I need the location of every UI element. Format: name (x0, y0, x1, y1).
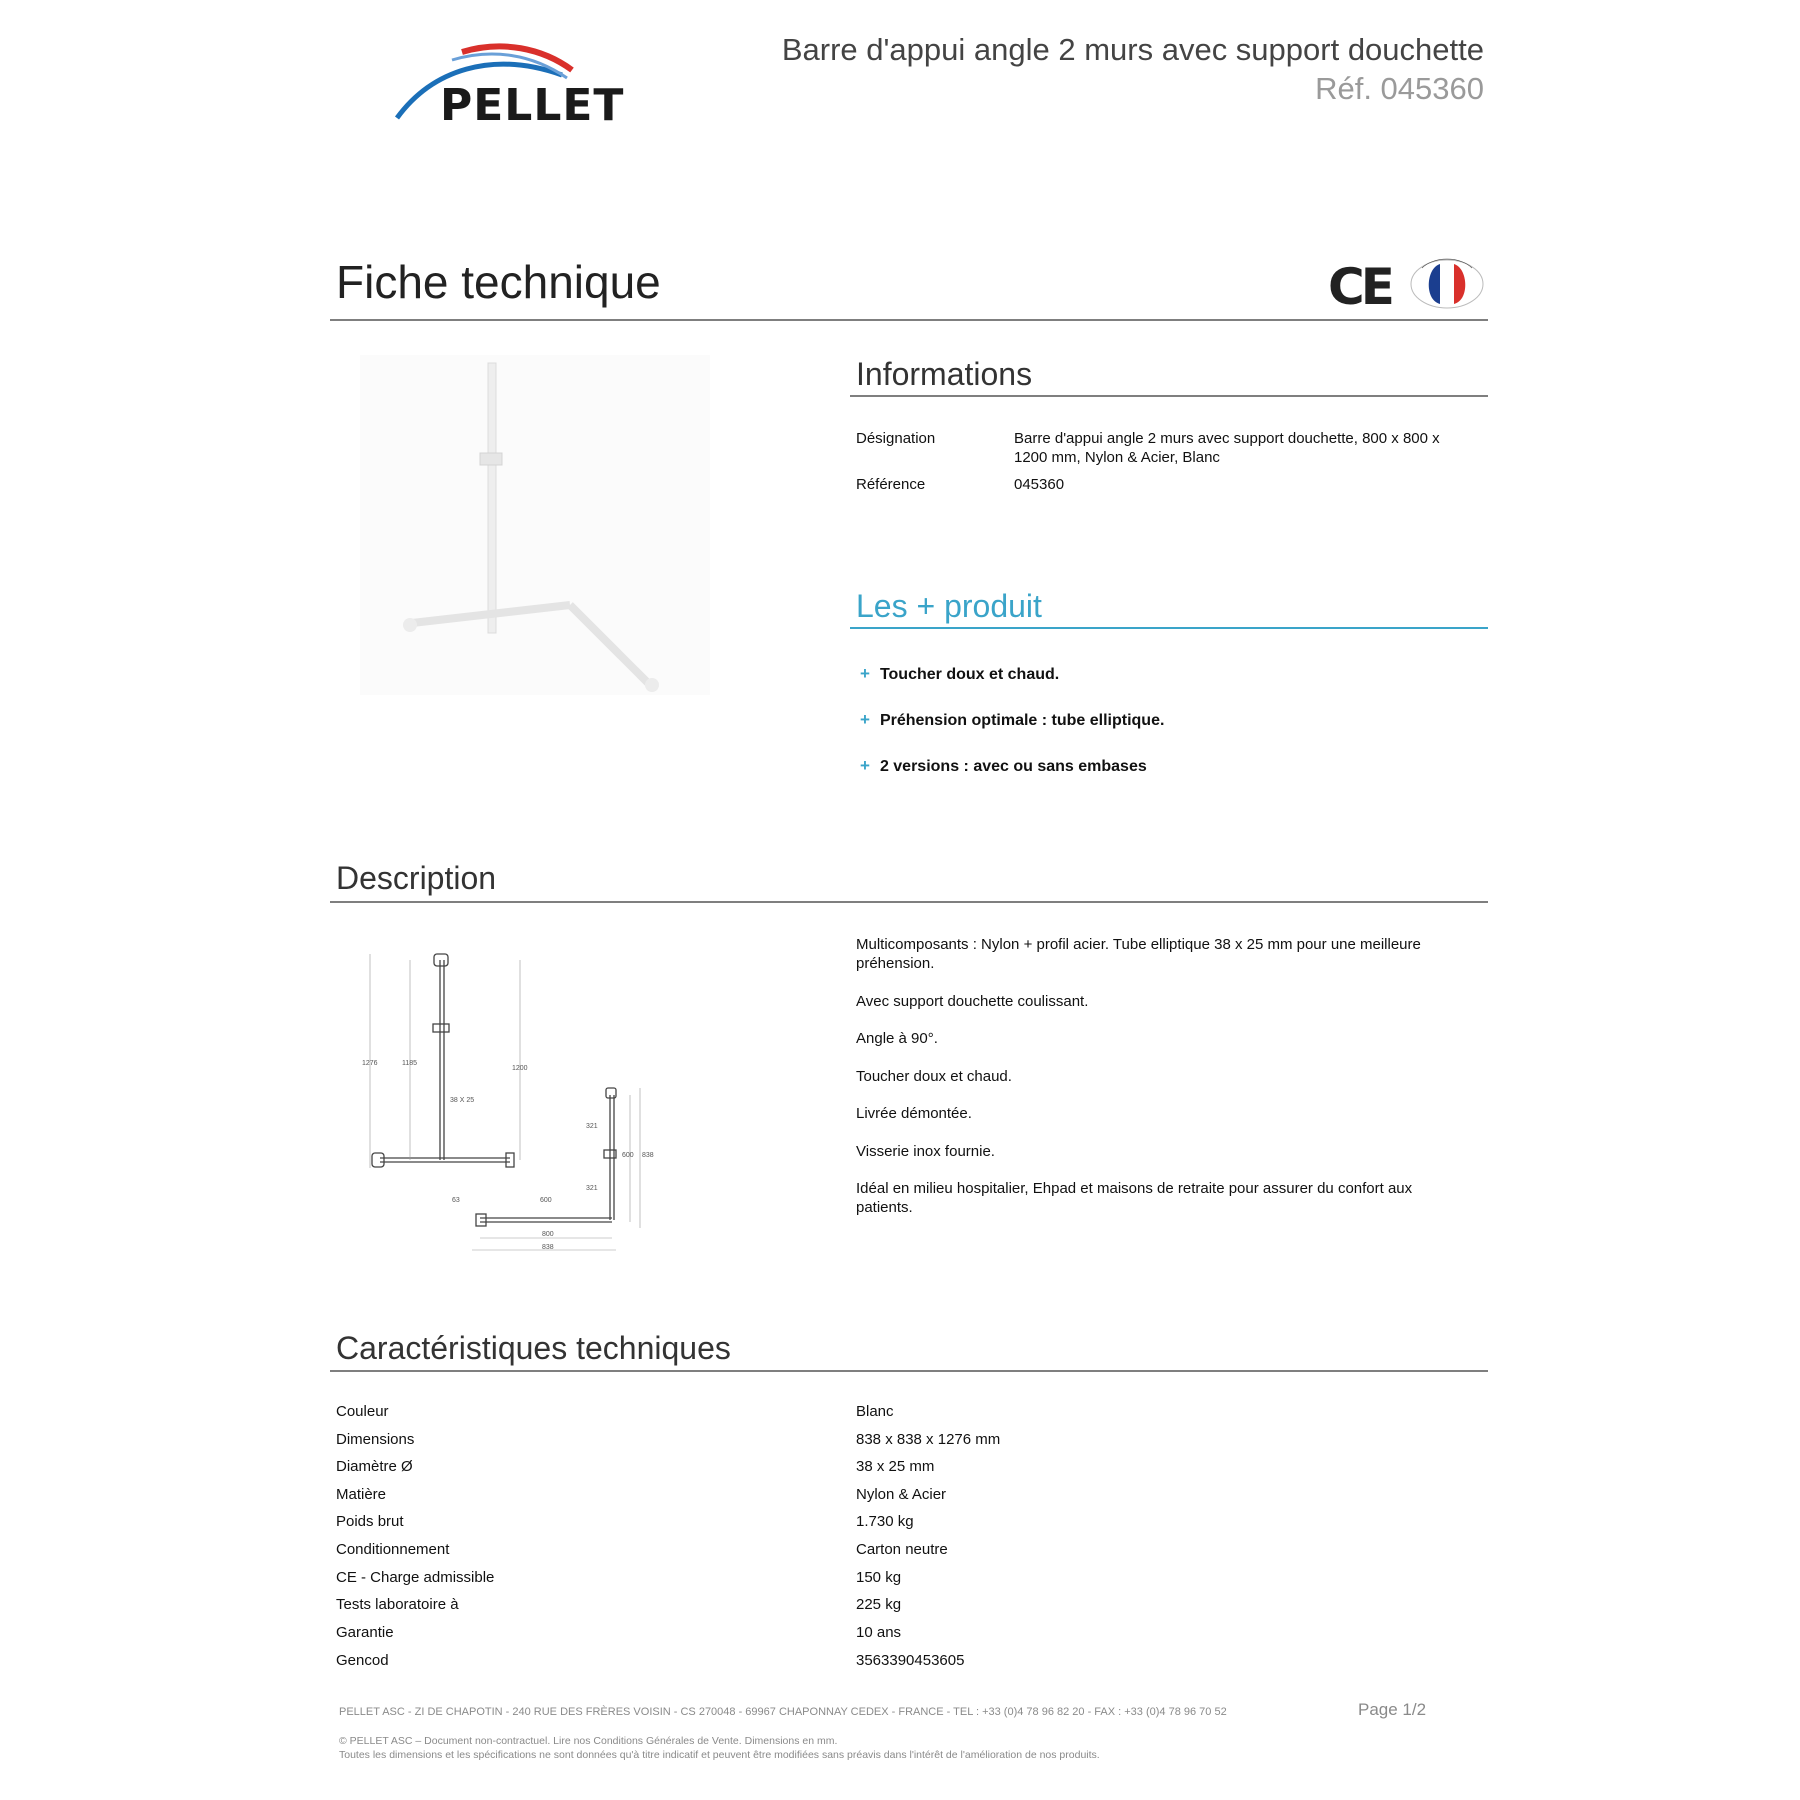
footer-address: PELLET ASC - ZI DE CHAPOTIN - 240 RUE DES FRÈRES VOISIN - CS 270048 - 69967 CHAPONNAY CEDEX - FRANCE - TEL : +33 (0)4 78 96 82 20 - FAX : +33 (0)4 78 96 70 52 (339, 1706, 1227, 1718)
page-title: Fiche technique (336, 256, 661, 308)
spec-row: Dimensions 838 x 838 x 1276 mm (336, 1431, 1001, 1448)
reference-value: 045360 (1014, 476, 1065, 493)
advantage-item: + Préhension optimale : tube elliptique. (860, 710, 1165, 729)
spec-row: Garantie 10 ans (336, 1624, 902, 1641)
description-paragraph: Toucher doux et chaud. (856, 1067, 1012, 1085)
description-divider (330, 901, 1488, 903)
dim-800: 800 (542, 1231, 554, 1238)
fabrication-francaise-badge (1408, 258, 1486, 310)
title-divider (330, 319, 1488, 321)
product-photo (360, 355, 710, 695)
designation-label: Désignation (856, 430, 936, 447)
dim-1200: 1200 (512, 1065, 528, 1072)
header-title: Barre d'appui angle 2 murs avec support douchette (781, 32, 1484, 67)
description-paragraph: Angle à 90°. (856, 1030, 938, 1047)
dim-600-vertical: 600 (622, 1152, 634, 1159)
technical-drawing (360, 950, 670, 1260)
spec-row: Diamètre Ø 38 x 25 mm (336, 1458, 935, 1475)
spec-row: Conditionnement Carton neutre (336, 1541, 948, 1558)
spec-row: CE - Charge admissible 150 kg (336, 1569, 902, 1586)
reference-label: Référence (856, 476, 926, 493)
dim-38x25: 38 X 25 (450, 1097, 475, 1104)
dim-63: 63 (452, 1197, 460, 1204)
ce-mark: CE (1328, 258, 1391, 316)
dim-838-horizontal: 838 (542, 1244, 554, 1251)
description-text (856, 935, 1456, 1236)
advantages-divider (850, 627, 1488, 629)
dim-321-top: 321 (586, 1123, 598, 1130)
spec-row: Couleur Blanc (336, 1403, 894, 1420)
plus-icon: + (860, 664, 870, 683)
specs-divider (330, 1370, 1488, 1372)
designation-value: Barre d'appui angle 2 murs avec support douchette, 800 x 800 x 1200 mm, Nylon & Acier, Blanc (1014, 430, 1440, 466)
plus-icon: + (860, 710, 870, 729)
brand-logo (392, 40, 642, 130)
description-paragraph: Multicomposants : Nylon + profil acier. Tube elliptique 38 x 25 mm pour une meilleure préhension. (856, 936, 1421, 972)
footer-legal-line: © PELLET ASC – Document non-contractuel. Lire nos Conditions Générales de Vente. Dimensions en mm. (339, 1735, 838, 1747)
spec-row: Gencod 3563390453605 (336, 1652, 965, 1669)
dim-600-horizontal: 600 (540, 1197, 552, 1204)
spec-row: Matière Nylon & Acier (336, 1486, 947, 1503)
advantage-item: + Toucher doux et chaud. (860, 664, 1060, 683)
description-paragraph: Idéal en milieu hospitalier, Ehpad et maisons de retraite pour assurer du confort aux patients. (856, 1180, 1413, 1216)
dim-1185: 1185 (402, 1060, 418, 1067)
logo-wordmark: PELLET (440, 80, 625, 131)
description-paragraph: Visserie inox fournie. (856, 1142, 995, 1160)
description-paragraph: Livrée démontée. (856, 1105, 972, 1122)
informations-title: Informations (856, 356, 1033, 392)
footer-legal-line: Toutes les dimensions et les spécifications ne sont données qu'à titre indicatif et peuvent être modifiées sans préavis dans l'intérêt de l'amélioration de nos produits. (339, 1749, 1100, 1761)
specs-title: Caractéristiques techniques (336, 1330, 731, 1366)
advantage-item: + 2 versions : avec ou sans embases (860, 756, 1147, 775)
advantages-title: Les + produit (856, 588, 1042, 624)
description-paragraph: Avec support douchette coulissant. (856, 992, 1089, 1010)
page-number: Page 1/2 (1358, 1700, 1427, 1719)
informations-divider (850, 395, 1488, 397)
dim-1276: 1276 (362, 1060, 378, 1067)
description-title: Description (336, 860, 497, 896)
dim-838-vertical: 838 (642, 1152, 654, 1159)
header-ref: Réf. 045360 (1315, 71, 1484, 106)
dim-321-bottom: 321 (586, 1185, 598, 1192)
plus-icon: + (860, 756, 870, 775)
spec-row: Poids brut 1.730 kg (336, 1513, 914, 1530)
spec-row: Tests laboratoire à 225 kg (336, 1596, 902, 1613)
footer-legal (339, 1734, 1100, 1762)
